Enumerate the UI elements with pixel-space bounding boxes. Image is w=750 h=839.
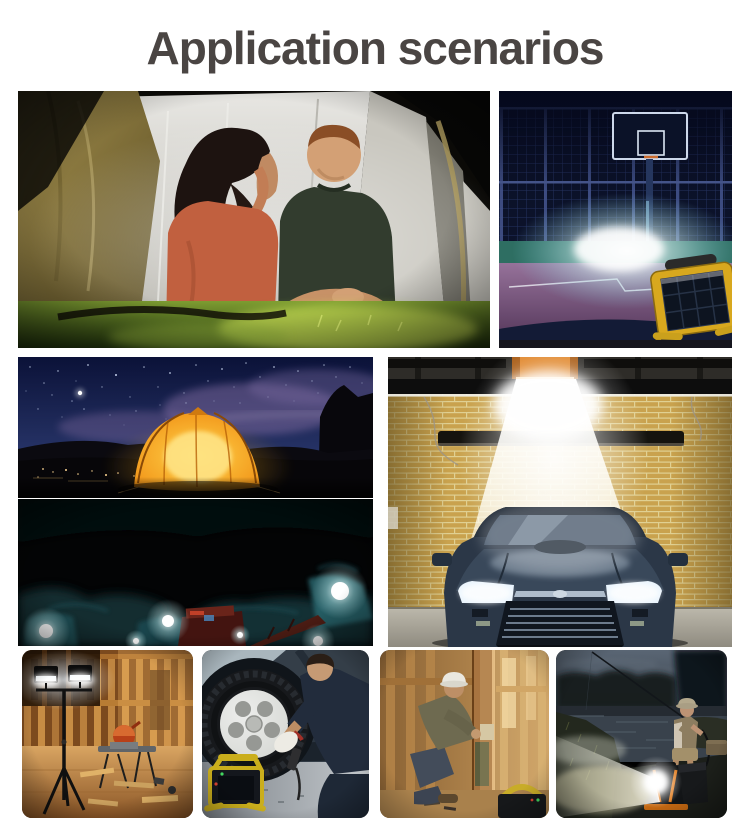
photo-night-fishing	[556, 650, 727, 818]
photo-frame-building	[380, 650, 549, 818]
frame-building-illustration	[380, 650, 549, 818]
photo-cave-mine	[18, 499, 373, 646]
starry-tent-illustration	[18, 357, 373, 498]
photo-tire-change	[202, 650, 369, 818]
tire-change-illustration	[202, 650, 369, 818]
night-fishing-illustration	[556, 650, 727, 818]
construction-site-illustration	[22, 650, 193, 818]
photo-couple-tent	[18, 91, 490, 348]
photo-basketball-court	[499, 91, 732, 348]
garage-car-illustration	[388, 357, 732, 647]
couple-tent-illustration	[18, 91, 490, 348]
photo-garage-car	[388, 357, 732, 647]
cave-mine-illustration	[18, 499, 373, 646]
basketball-court-illustration	[499, 91, 732, 348]
page-title: Application scenarios	[146, 22, 604, 74]
photo-starry-tent	[18, 357, 373, 498]
photo-construction-site	[22, 650, 193, 818]
